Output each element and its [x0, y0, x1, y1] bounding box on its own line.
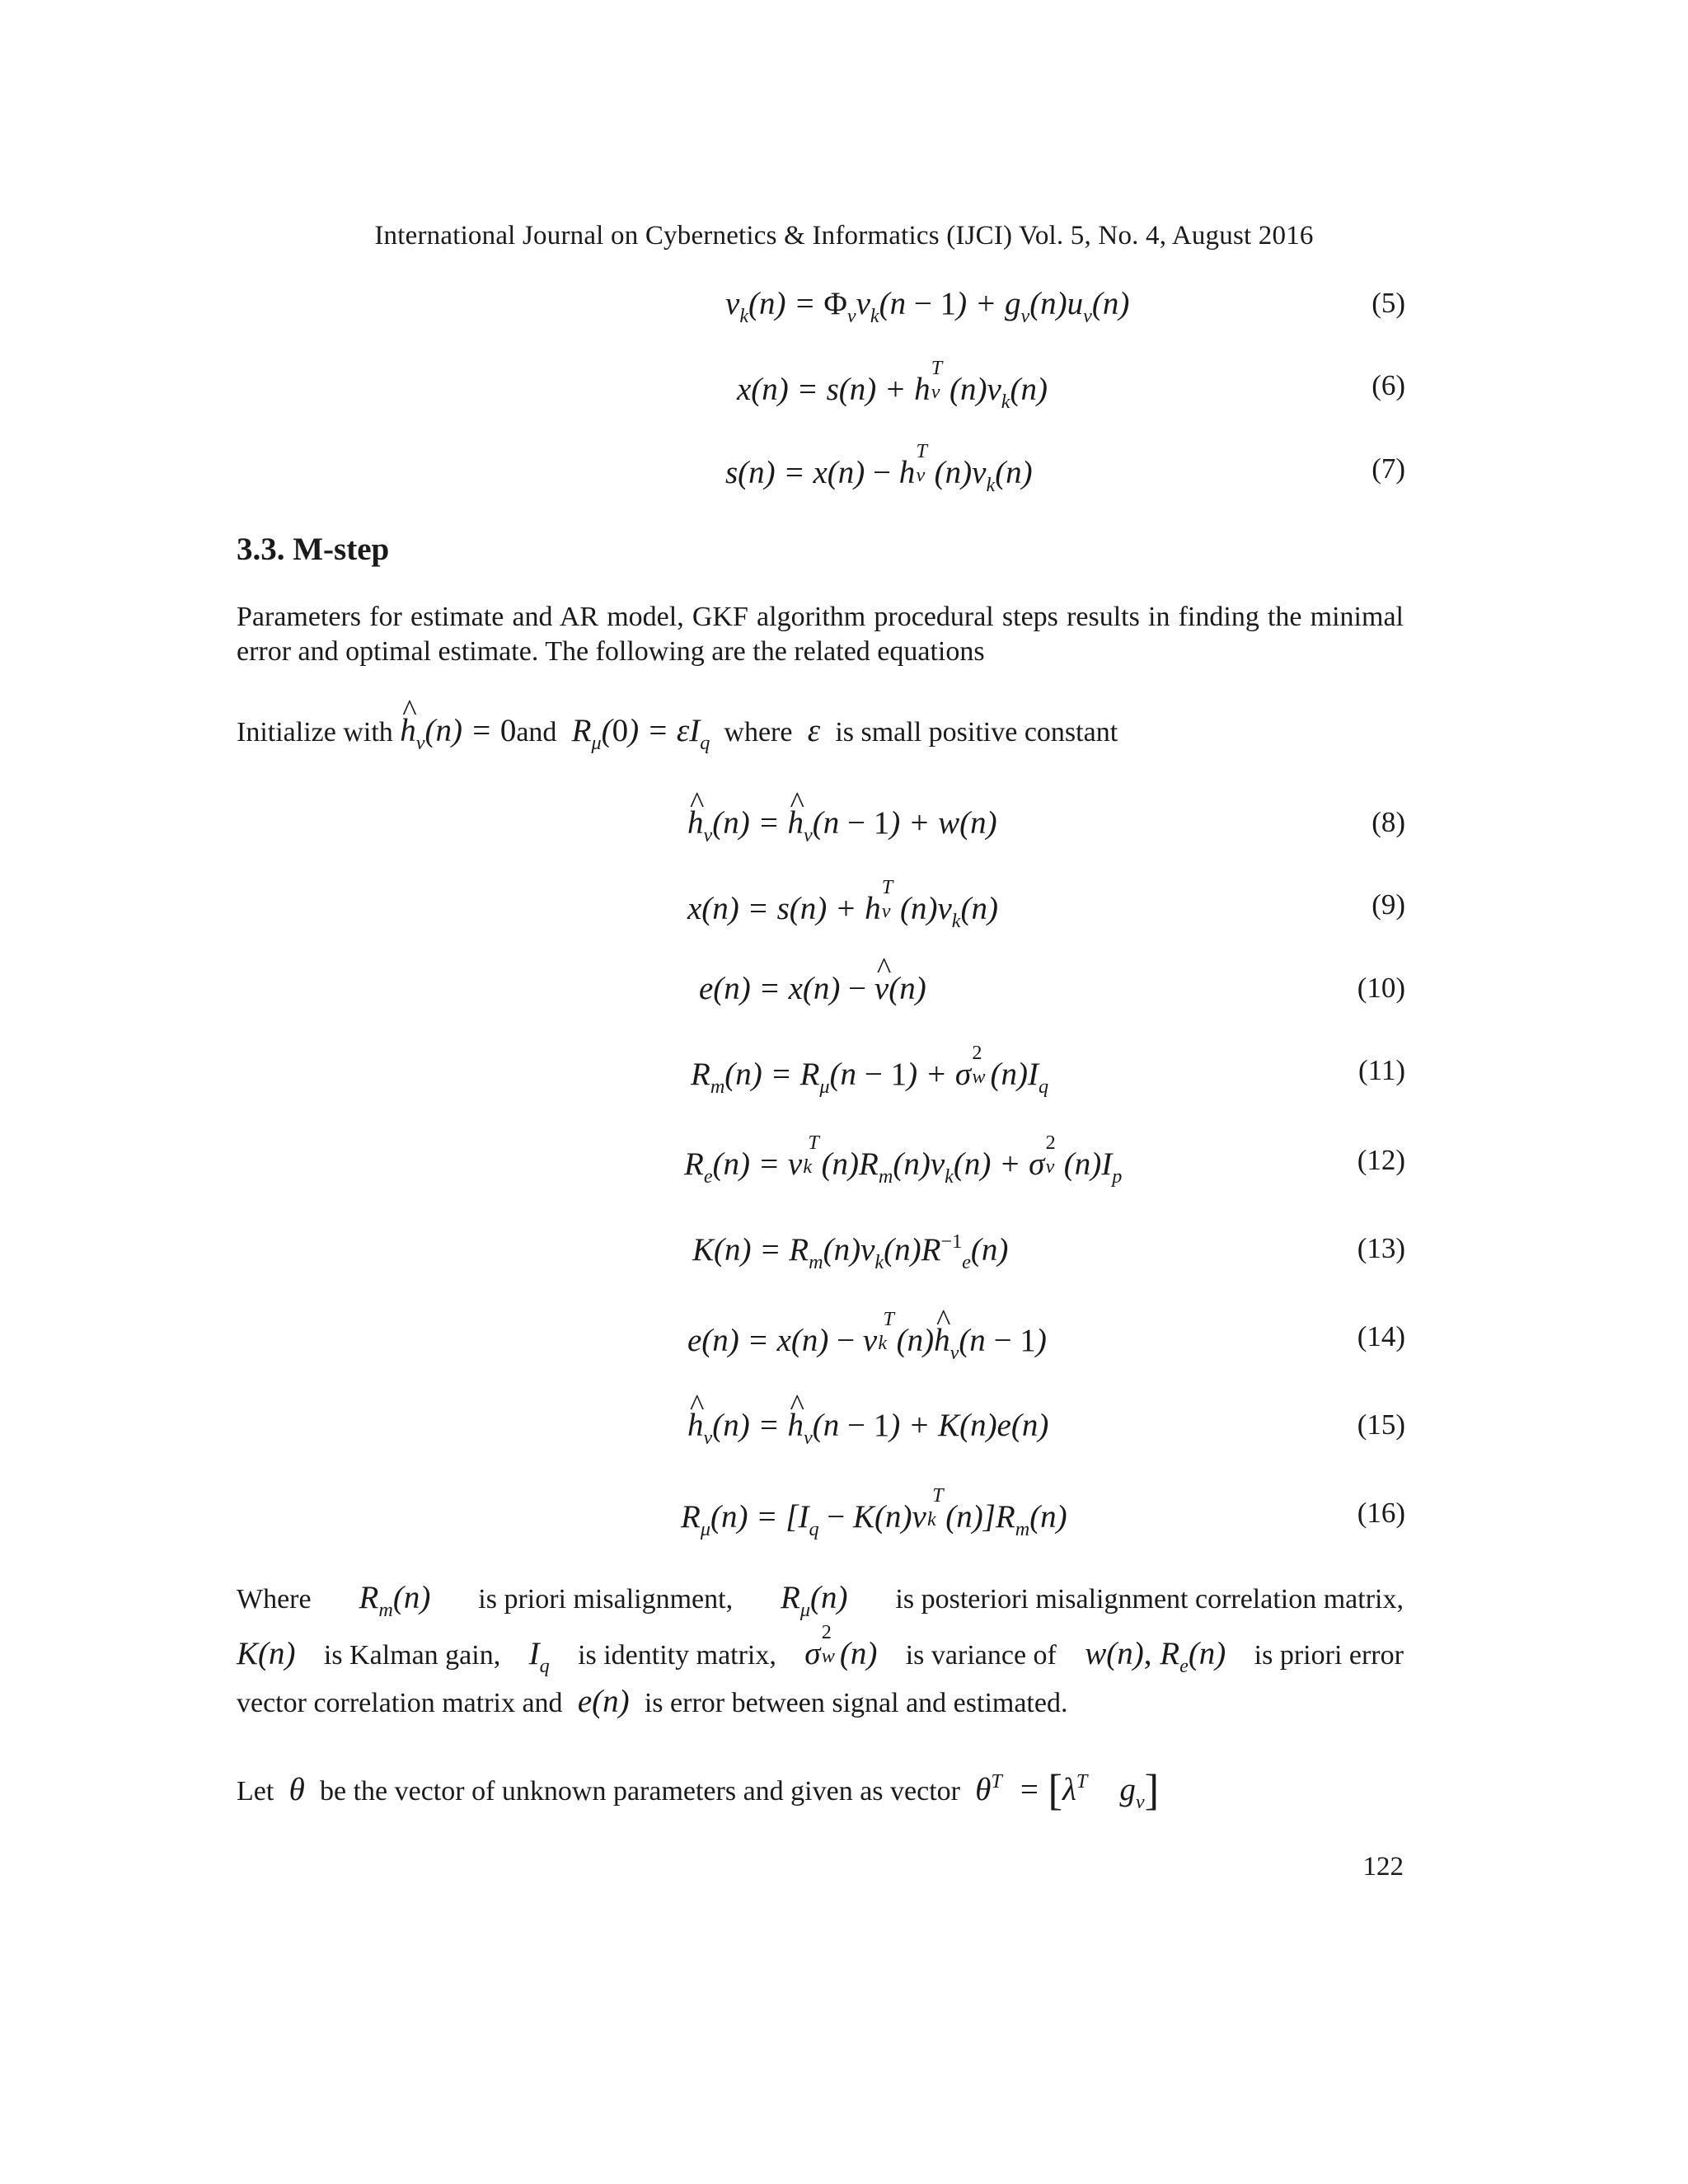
where-line-1: Where $R_m(n)$ is priori misalignment, $R_\mu(n)$ is posteriori misalignment correlation matrix,	[237, 1580, 1404, 1622]
equation-number: (6)	[1372, 369, 1405, 401]
equation-number: (15)	[1357, 1408, 1405, 1441]
running-header: International Journal on Cybernetics & Informatics (IJCI) Vol. 5, No. 4, August 2016	[374, 221, 1314, 251]
equation-16: $R_\mu(n) = [I_q - K(n)v$ T k $(n)]R_m(n)$ (16)	[681, 1483, 1405, 1541]
equation-number: (9)	[1372, 888, 1405, 921]
equation-8: ^ $h_v(n)$ = ^ $h_v(n - 1) + w(n)$ (8)	[0, 804, 1688, 854]
equation-number: (12)	[1357, 1144, 1405, 1176]
init-where: where	[724, 717, 793, 748]
let-text: be the vector of unknown parameters and given as vector	[319, 1775, 960, 1807]
equation-9: x(n) = s(n) + h T v $(n)v_k(n)$ (9)	[687, 875, 1405, 933]
init-and: and	[516, 717, 557, 748]
where-text-4: is Kalman gain,	[323, 1640, 501, 1671]
equation-number: (11)	[1357, 1054, 1405, 1086]
equation-15: ^ $h_v(n)$ = ^ $h_v(n - 1) + K(n)e(n)$ (15)	[0, 1407, 1688, 1456]
equation-6: x(n) = s(n) + h T v $(n)v_k(n)$ (6)	[737, 356, 1405, 414]
init-suffix: is small positive constant	[835, 717, 1118, 748]
equation-number: (8)	[1372, 806, 1405, 838]
where-line-3: vector correlation matrix and e(n) is error between signal and estimated.	[237, 1684, 1068, 1719]
equation-number: (5)	[1372, 287, 1405, 319]
equation-number: (13)	[1357, 1232, 1405, 1264]
equation-number: (14)	[1357, 1320, 1405, 1352]
page-number: 122	[1362, 1852, 1404, 1882]
equation-10: e(n) = x(n) − ^ v(n) (10)	[0, 970, 1688, 1019]
let-line: Let θ be the vector of unknown parameters and given as vector $\theta^T = [\lambda^T$ $g_v$]	[237, 1766, 1160, 1814]
equation-number: (16)	[1357, 1497, 1405, 1529]
initialize-line: Initialize with ^ $h_v(n) = 0and$ $R_\mu(0) = \varepsilon I_q$ where ε is small positive constant	[237, 712, 1118, 755]
init-prefix: Initialize with	[237, 717, 393, 748]
section-heading: 3.3. M-step	[237, 532, 390, 567]
where-text-7: is priori error	[1254, 1640, 1404, 1671]
where-text-2: is priori misalignment,	[478, 1584, 734, 1615]
let-word: Let	[237, 1775, 274, 1807]
where-text-8: vector correlation matrix and	[237, 1688, 563, 1718]
where-text-5: is identity matrix,	[578, 1640, 776, 1671]
equation-13: $K(n) = R_m(n)v_k(n)R^{-1}_e(n)$ (13)	[692, 1230, 1405, 1274]
where-text-3: is posteriori misalignment correlation matrix,	[895, 1584, 1404, 1615]
where-text-9: is error between signal and estimated.	[644, 1688, 1068, 1718]
equation-7: s(n) = x(n) − h T v $(n)v_k(n)$ (7)	[725, 439, 1405, 497]
equation-5: $v_k(n) = \Phi_vv_k(n - 1) + g_v(n)u_v(n)$ (5)	[725, 286, 1405, 328]
equation-14: e(n) = x(n) − v T k (n)^ $h_v(n - 1)$ (14)	[0, 1319, 1688, 1368]
where-line-2: K(n) is Kalman gain, $I_q$ is identity matrix, σ 2 w (n) is variance of w(n), $R_e(n)$ is priori error	[237, 1620, 1404, 1678]
equation-12: $R_e(n) = v$ T k $(n)R_m(n)v_k(n) + \sigma$ 2 v $(n)I_p$ (12)	[684, 1131, 1405, 1188]
where-word: Where	[237, 1584, 312, 1615]
paragraph: Parameters for estimate and AR model, GKF algorithm procedural steps results in finding the minimal error and optimal estimate. The following are the related equations	[237, 602, 1404, 667]
equation-11: $R_m(n) = R_\mu(n - 1) + \sigma$ 2 w $(n)I_q$ (11)	[691, 1041, 1405, 1099]
equation-number: (10)	[1357, 972, 1405, 1004]
equation-number: (7)	[1372, 452, 1405, 485]
where-text-6: is variance of	[905, 1640, 1057, 1671]
